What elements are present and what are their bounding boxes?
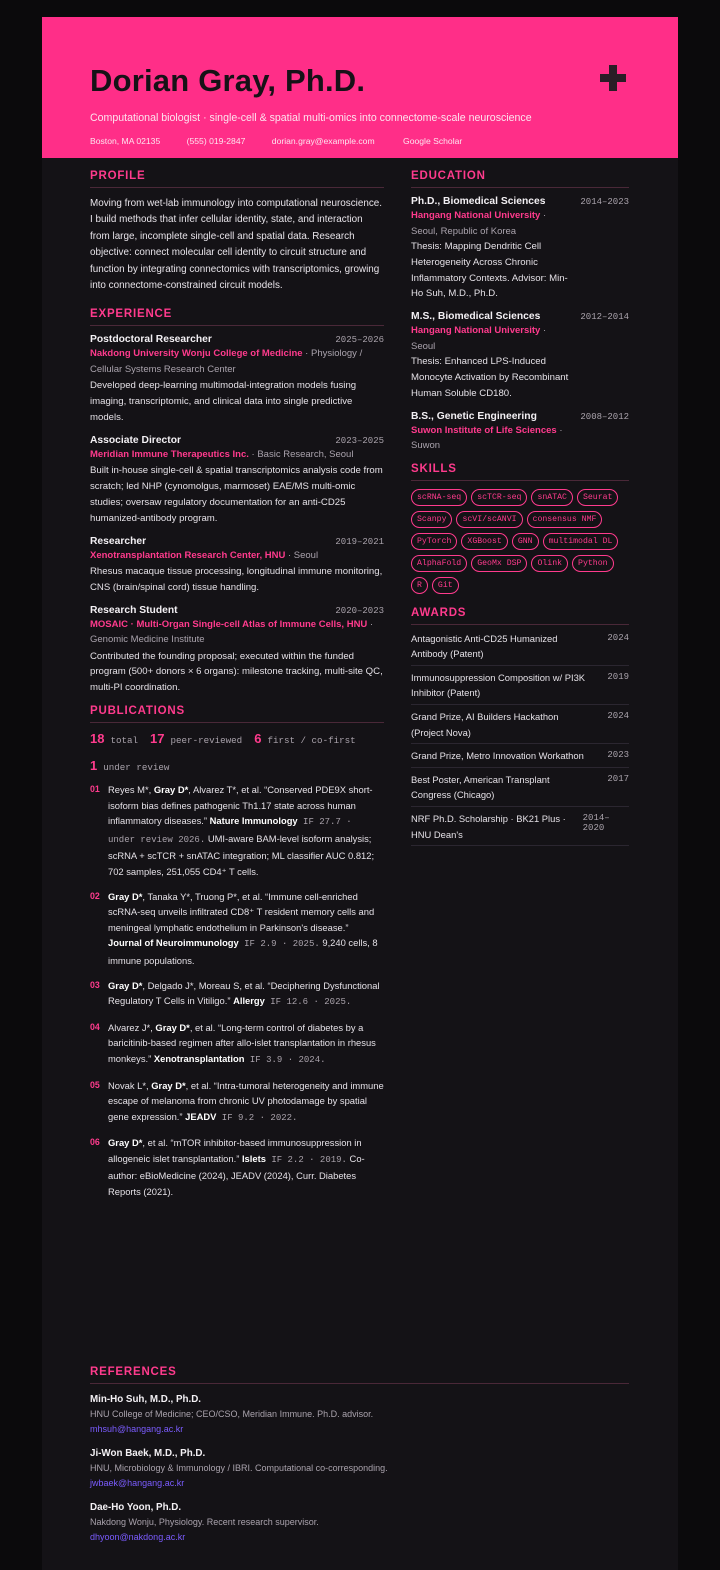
- skill-chip: scTCR-seq: [471, 489, 527, 506]
- education-entry: [411, 411, 629, 454]
- education-org: [411, 208, 571, 239]
- stat-peer-label: peer-reviewed: [170, 735, 243, 746]
- job-org-detail: · Physiology / Cellular Systems Research Center: [90, 348, 363, 375]
- stat-first-num: 6: [254, 731, 262, 746]
- award-name: Grand Prize, AI Builders Hackathon (Project Nova): [411, 710, 559, 738]
- publication-index: 04: [90, 1021, 100, 1032]
- education-header: [411, 311, 629, 322]
- publication-title: , Tanaka Y*, Truong P*, et al. “Immune cell-enriched scRNA-seq unveils infiltrated CD8⁺ T resident memory cells and meningeal lymphatic endothelium in Parkinson's disease.”: [108, 890, 375, 933]
- job-header: [90, 334, 384, 345]
- job-org: [90, 548, 384, 564]
- stat-total-num: 18: [90, 731, 105, 746]
- publication-meta: IF 2.9 · 2025.: [238, 939, 320, 950]
- contact-row: [90, 136, 486, 146]
- job-org-name: MOSAIC · Multi-Organ Single-cell Atlas of Immune Cells, HNU: [90, 618, 368, 630]
- education-org-detail: · Seoul: [411, 325, 547, 352]
- reference-entry: [90, 1392, 629, 1437]
- experience-section: [90, 308, 384, 696]
- skill-chip: multimodal DL: [543, 533, 619, 550]
- job-description: Contributed the founding proposal; executed within the funded program (500+ donors × 6 organs): milestone tracking, multi-site QC, multi-PI coordination.: [90, 650, 383, 694]
- education-org-detail: · Seoul, Republic of Korea: [411, 210, 547, 237]
- skill-chip: PyTorch: [411, 533, 457, 550]
- publication-item: [90, 1078, 384, 1127]
- job-dates: 2025–2026: [335, 335, 384, 346]
- skill-chips: [411, 489, 629, 594]
- publication-authors-pre: Reyes M*,: [108, 784, 154, 795]
- job-role: Research Student: [90, 604, 178, 616]
- publication-self-author: Gray D*: [153, 784, 189, 795]
- publication-text: [108, 978, 384, 1011]
- publication-text: [108, 1078, 384, 1127]
- publication-stats: [90, 731, 384, 773]
- job-org: [90, 447, 384, 463]
- award-year: 2024: [607, 632, 629, 643]
- education-degree: Ph.D., Biomedical Sciences: [411, 196, 546, 207]
- education-entry: [411, 196, 629, 302]
- job-dates: 2020–2023: [335, 605, 384, 616]
- job-org-detail: · Genomic Medicine Institute: [90, 618, 374, 646]
- job-description: Developed deep-learning multimodal-integration models fusing imaging, transcriptomic, and clinical data into single predictive models.: [90, 380, 357, 424]
- job-role: Postdoctoral Researcher: [90, 334, 212, 346]
- left-column: [90, 170, 384, 1200]
- award-name: Grand Prize, Metro Innovation Workathon: [411, 750, 584, 762]
- award-row: [411, 627, 629, 666]
- skill-chip: Scanpy: [411, 511, 452, 528]
- education-org-name: Hangang National University: [411, 325, 541, 337]
- award-year: 2014–2020: [582, 812, 610, 833]
- publication-title: , Delgado J*, Moreau S, et al. “Deciphering Dysfunctional Regulatory T Cells in Vitiligo.”: [108, 979, 380, 1007]
- award-name: Best Poster, American Transplant Congress (Chicago): [411, 773, 550, 801]
- publication-text: [108, 1135, 384, 1199]
- education-header: [411, 411, 629, 422]
- contact-email[interactable]: dorian.gray@example.com: [271, 136, 375, 146]
- right-column: [411, 170, 629, 846]
- skill-chip: Seurat: [577, 489, 618, 506]
- job-description: Built in-house single-cell & spatial transcriptomics analysis code from scratch; led NHP (cynomolgus, marmoset) EAE/MS multi-omic studies; oversaw regulatory documentation for an anti-CD25 humanized-antibody program.: [90, 465, 383, 524]
- profile-text: Moving from wet-lab immunology into computational neuroscience. I build methods that infer cellular identity, state, and interaction from large, incomplete single-cell and spatial data. Research objective: connect molecular cell identity to circuit structure and function by integrating connectomics with transcriptomics, growing into connectome-constrained circuit models.: [90, 198, 383, 292]
- job-org: [90, 346, 384, 377]
- section-title-profile: PROFILE: [90, 170, 384, 188]
- contact-phone[interactable]: (555) 019-2847: [186, 136, 246, 146]
- stat-first-label: first / co-first: [267, 735, 356, 746]
- publication-journal: Nature Immunology: [209, 815, 298, 827]
- job-entry: [90, 536, 384, 596]
- job-header: [90, 435, 384, 446]
- publication-item: [90, 1135, 384, 1199]
- publication-meta: IF 27.7 · under review 2026.: [108, 817, 352, 845]
- reference-name: Dae-Ho Yoon, Ph.D.: [90, 1502, 182, 1513]
- reference-affiliation: HNU, Microbiology & Immunology / IBRI. Computational co-corresponding.: [90, 1463, 388, 1473]
- award-year: 2023: [607, 750, 629, 761]
- publication-meta: IF 3.9 · 2024.: [244, 1054, 326, 1065]
- skill-chip: AlphaFold: [411, 555, 467, 572]
- education-org-detail: · Suwon: [411, 424, 563, 452]
- profile-section: [90, 170, 384, 294]
- publication-journal: JEADV: [185, 1110, 217, 1122]
- job-dates: 2019–2021: [335, 536, 384, 547]
- publication-item: [90, 782, 384, 880]
- reference-email-link[interactable]: jwbaek@hangang.ac.kr: [90, 1478, 185, 1488]
- publication-index: 06: [90, 1137, 100, 1148]
- publications-section: [90, 705, 384, 1200]
- publication-self-author: Gray D*: [151, 1079, 186, 1091]
- skill-chip: Python: [572, 555, 613, 572]
- plus-icon: [600, 65, 626, 91]
- publication-index: 05: [90, 1079, 100, 1090]
- section-title-references: REFERENCES: [90, 1366, 629, 1384]
- publication-title: , et al. “Intra-tumoral heterogeneity and immune escape of melanoma from chronic UV photodamage by spatial gene expression.”: [108, 1079, 384, 1122]
- education-section: [411, 170, 629, 454]
- award-year: 2019: [607, 671, 629, 682]
- award-row: [411, 705, 629, 744]
- publication-self-author: Gray D*: [108, 1137, 143, 1149]
- publication-text: [108, 1020, 384, 1069]
- reference-email-link[interactable]: mhsuh@hangang.ac.kr: [90, 1424, 184, 1434]
- job-dates: 2023–2025: [335, 435, 384, 446]
- education-description: Thesis: Enhanced LPS-Induced Monocyte Activation by Recombinant Human Soluble CD180.: [411, 356, 569, 399]
- stat-review-num: 1: [90, 758, 98, 773]
- education-entry: [411, 311, 629, 401]
- contact-location: Boston, MA 02135: [90, 136, 161, 146]
- skill-chip: GNN: [512, 533, 539, 550]
- award-row: [411, 744, 629, 768]
- award-name: Antagonistic Anti-CD25 Humanized Antibody (Patent): [411, 632, 558, 660]
- skill-chip: GeoMx DSP: [471, 555, 527, 572]
- publication-text: [108, 889, 384, 969]
- job-role: Researcher: [90, 535, 147, 547]
- job-org-detail: · Basic Research, Seoul: [248, 448, 354, 460]
- reference-email-link[interactable]: dhyoon@nakdong.ac.kr: [90, 1532, 186, 1542]
- job-header: [90, 605, 384, 616]
- resume-sheet: [42, 17, 678, 1570]
- award-year: 2017: [607, 773, 629, 784]
- skill-chip: snATAC: [531, 489, 572, 506]
- award-name: Immunosuppression Composition w/ PI3K Inhibitor (Patent): [411, 671, 586, 699]
- award-row: [411, 666, 629, 705]
- education-dates: 2012–2014: [580, 312, 629, 323]
- publication-index: 02: [90, 890, 100, 901]
- publication-self-author: Gray D*: [108, 979, 143, 991]
- education-org: [411, 323, 571, 354]
- education-org: [411, 423, 571, 454]
- publication-authors-pre: Novak L*,: [108, 1079, 152, 1091]
- publication-journal: Journal of Neuroimmunology: [108, 937, 239, 949]
- publication-journal: Islets: [241, 1152, 266, 1164]
- reference-affiliation: HNU College of Medicine; CEO/CSO, Meridian Immune. Ph.D. advisor.: [90, 1409, 374, 1419]
- publication-title: , et al. “mTOR inhibitor-based immunosuppression in allogeneic islet transplantation.”: [108, 1137, 362, 1164]
- skill-chip: scRNA-seq: [411, 489, 467, 506]
- education-org-name: Suwon Institute of Life Sciences: [411, 424, 557, 436]
- reference-entry: [90, 1446, 629, 1491]
- education-description: Thesis: Mapping Dendritic Cell Heterogeneity Across Chronic Inflammatory Contexts. Advisor: Min-Ho Suh, M.D., Ph.D.: [411, 241, 568, 300]
- reference-affiliation: Nakdong Wonju, Physiology. Recent research supervisor.: [90, 1517, 319, 1527]
- education-degree: B.S., Genetic Engineering: [411, 410, 537, 422]
- publication-authors-pre: Alvarez J*,: [108, 1021, 156, 1033]
- publication-meta: IF 2.2 · 2019.: [265, 1154, 347, 1165]
- publication-index: 01: [90, 784, 100, 794]
- skills-section: [411, 463, 629, 594]
- section-title-education: EDUCATION: [411, 170, 629, 188]
- publication-meta: IF 12.6 · 2025.: [264, 997, 352, 1008]
- page-title: Dorian Gray, Ph.D.: [90, 63, 366, 98]
- reference-name: Ji-Won Baek, M.D., Ph.D.: [90, 1448, 206, 1459]
- section-title-experience: EXPERIENCE: [90, 308, 384, 326]
- education-dates: 2014–2023: [580, 197, 629, 207]
- publication-title: , Alvarez T*, et al. “Conserved PDE9X short-isoform bias defines pathogenic Th1.17 state across human inflammatory diseases.”: [108, 784, 373, 827]
- skill-chip: R: [411, 577, 428, 594]
- job-entry: [90, 605, 384, 696]
- award-name: NRF Ph.D. Scholarship · BK21 Plus · HNU Dean's: [411, 812, 566, 840]
- section-title-awards: AWARDS: [411, 607, 629, 625]
- award-year: 2024: [607, 710, 629, 721]
- job-org-detail: · Seoul: [285, 549, 319, 561]
- job-org-name: Xenotransplantation Research Center, HNU: [90, 549, 286, 561]
- job-org-name: Meridian Immune Therapeutics Inc.: [90, 448, 249, 460]
- publication-self-author: Gray D*: [108, 890, 143, 902]
- stat-review-label: under review: [103, 762, 170, 773]
- job-role: Associate Director: [90, 434, 181, 446]
- job-org: [90, 617, 384, 648]
- tagline: Computational biologist · single-cell & spatial multi-omics into connectome-scale neuroscience: [90, 112, 532, 124]
- publication-meta: IF 9.2 · 2022.: [216, 1112, 298, 1123]
- publication-note: 9,240 cells, 8 immune populations.: [108, 937, 378, 966]
- skill-chip: Olink: [531, 555, 568, 572]
- publication-text: [108, 782, 384, 880]
- job-entry: [90, 334, 384, 425]
- skill-chip: scVI/scANVI: [456, 511, 522, 528]
- skill-chip: consensus NMF: [527, 511, 603, 528]
- publication-journal: Allergy: [233, 995, 265, 1007]
- references-section: [90, 1366, 629, 1554]
- header-banner: [42, 17, 678, 158]
- education-degree: M.S., Biomedical Sciences: [411, 311, 541, 323]
- award-row: [411, 768, 629, 807]
- section-title-publications: PUBLICATIONS: [90, 705, 384, 723]
- reference-entry: [90, 1500, 629, 1545]
- award-row: [411, 807, 629, 846]
- skill-chip: XGBoost: [461, 533, 507, 550]
- publication-item: [90, 978, 384, 1011]
- awards-section: [411, 607, 629, 847]
- stat-peer-num: 17: [150, 731, 165, 746]
- reference-name: Min-Ho Suh, M.D., Ph.D.: [90, 1394, 202, 1405]
- education-dates: 2008–2012: [580, 411, 629, 422]
- stat-total-label: total: [110, 735, 139, 746]
- education-header: [411, 196, 629, 207]
- publication-item: [90, 1020, 384, 1069]
- publication-title: , et al. “Long-term control of diabetes by a baricitinib-based regimen after allo-islet transplantation in rhesus monkeys.”: [108, 1021, 376, 1064]
- job-description: Rhesus macaque tissue processing, longitudinal immune monitoring, CNS (brain/spinal cord) tissue handling.: [90, 566, 383, 593]
- job-header: [90, 536, 384, 547]
- skill-chip: Git: [432, 577, 459, 594]
- contact-scholar-link[interactable]: Google Scholar: [403, 136, 463, 146]
- publication-note: UMI-aware BAM-level isoform analysis; scRNA + scTCR + snATAC integration; ML classifier AUC 0.812; 702 samples, 251,055 CD4⁺ T cells.: [108, 832, 375, 877]
- publication-self-author: Gray D*: [155, 1021, 190, 1033]
- job-entry: [90, 435, 384, 527]
- section-title-skills: SKILLS: [411, 463, 629, 481]
- publication-note: Co-author: eBioMedicine (2024), JEADV (2024), Curr. Diabetes Reports (2021).: [108, 1152, 365, 1198]
- publication-item: [90, 889, 384, 969]
- education-org-name: Hangang National University: [411, 210, 541, 221]
- job-org-name: Nakdong University Wonju College of Medicine: [90, 348, 303, 360]
- publication-journal: Xenotransplantation: [153, 1052, 245, 1064]
- publication-index: 03: [90, 979, 100, 990]
